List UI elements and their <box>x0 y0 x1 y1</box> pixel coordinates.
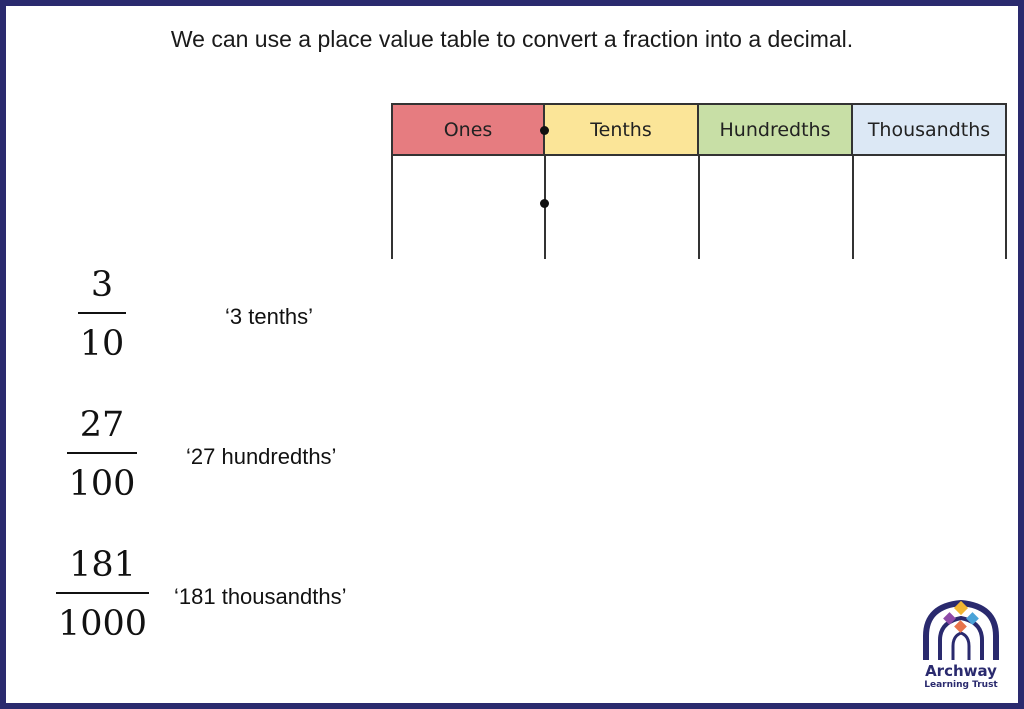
fraction-3-10 <box>78 265 126 364</box>
numerator: 181 <box>69 545 136 585</box>
fraction-bar <box>67 452 137 454</box>
numerator: 3 <box>90 265 114 305</box>
logo-name: Archway <box>925 662 997 680</box>
header-hundredths: Hundredths <box>699 103 853 156</box>
header-ones: Ones <box>391 103 545 156</box>
numerator: 27 <box>79 405 125 445</box>
column-line <box>1005 156 1007 259</box>
fraction-bar <box>56 592 149 594</box>
fraction-27-100 <box>67 405 137 504</box>
decimal-point-row <box>540 199 549 208</box>
header-tenths: Tenths <box>545 103 699 156</box>
column-line <box>391 156 393 259</box>
header-thousandths: Thousandths <box>853 103 1007 156</box>
fraction-phrase: ‘3 tenths’ <box>225 304 314 329</box>
archway-logo <box>918 600 1004 694</box>
fraction-bar <box>78 312 126 314</box>
place-value-table <box>391 103 1007 259</box>
archway-arch-icon <box>918 600 1004 662</box>
decimal-point-header <box>540 126 549 135</box>
slide-title: We can use a place value table to convert a fraction into a decimal. <box>170 26 854 52</box>
denominator: 10 <box>79 324 125 364</box>
column-line <box>698 156 700 259</box>
denominator: 1000 <box>57 604 148 644</box>
logo-subtitle: Learning Trust <box>924 680 998 690</box>
fraction-phrase: ‘27 hundredths’ <box>186 444 337 469</box>
fraction-181-1000 <box>56 545 149 644</box>
column-line <box>852 156 854 259</box>
denominator: 100 <box>68 464 136 504</box>
fraction-phrase: ‘181 thousandths’ <box>174 584 347 609</box>
